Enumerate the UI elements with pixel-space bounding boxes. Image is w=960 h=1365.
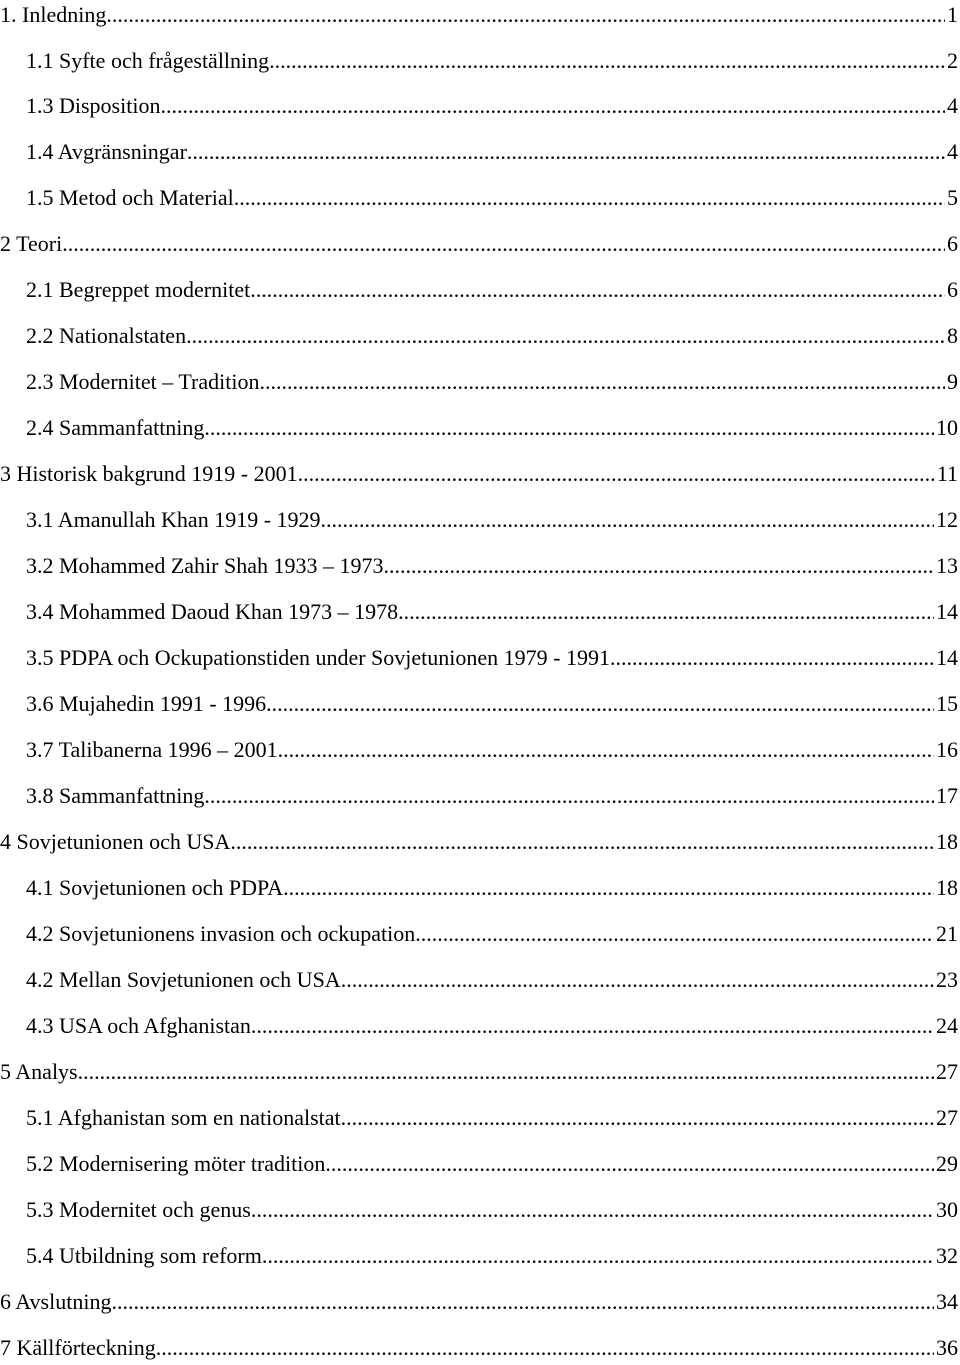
toc-entry[interactable] xyxy=(0,781,958,811)
toc-dot-leader xyxy=(204,413,934,443)
toc-entry[interactable] xyxy=(0,1241,958,1271)
toc-entry[interactable] xyxy=(0,229,958,259)
toc-dot-leader xyxy=(269,46,945,76)
toc-entry-page: 2 xyxy=(947,48,958,73)
toc-entry-page: 9 xyxy=(947,369,958,394)
toc-entry-page: 1 xyxy=(947,2,958,27)
toc-dot-leader xyxy=(259,367,945,397)
toc-entry[interactable] xyxy=(0,735,958,765)
toc-dot-leader xyxy=(266,689,934,719)
toc-entry-title: 3.2 Mohammed Zahir Shah 1933 – 1973 xyxy=(26,553,384,578)
toc-entry-title: 2.1 Begreppet modernitet xyxy=(26,277,251,302)
toc-entry[interactable] xyxy=(0,1287,958,1317)
toc-entry[interactable] xyxy=(0,1195,958,1225)
toc-dot-leader xyxy=(186,321,945,351)
toc-dot-leader xyxy=(398,597,934,627)
toc-dot-leader xyxy=(415,919,934,949)
toc-entry-title: 4.2 Mellan Sovjetunionen och USA xyxy=(26,967,341,992)
toc-entry-title: 2.4 Sammanfattning xyxy=(26,415,205,440)
toc-entry[interactable] xyxy=(0,137,958,167)
toc-entry-page: 18 xyxy=(936,829,958,854)
toc-entry-page: 18 xyxy=(936,875,958,900)
toc-entry-page: 8 xyxy=(947,323,958,348)
toc-dot-leader xyxy=(251,1195,934,1225)
toc-dot-leader xyxy=(78,1057,934,1087)
toc-entry-page: 27 xyxy=(936,1059,958,1084)
toc-entry[interactable] xyxy=(0,1011,958,1041)
toc-entry-page: 5 xyxy=(947,185,958,210)
toc-entry[interactable] xyxy=(0,1333,958,1363)
toc-entry-title: 6 Avslutning xyxy=(0,1289,112,1314)
toc-dot-leader xyxy=(106,0,945,30)
toc-entry-page: 23 xyxy=(936,967,958,992)
toc-entry-page: 27 xyxy=(936,1105,958,1130)
toc-dot-leader xyxy=(62,229,945,259)
toc-dot-leader xyxy=(111,1287,934,1317)
toc-entry-title: 5 Analys xyxy=(0,1059,78,1084)
toc-dot-leader xyxy=(250,275,945,305)
toc-dot-leader xyxy=(321,505,934,535)
toc-entry-title: 4 Sovjetunionen och USA xyxy=(0,829,231,854)
toc-entry-page: 4 xyxy=(947,139,958,164)
toc-entry[interactable] xyxy=(0,873,958,903)
toc-entry[interactable] xyxy=(0,505,958,535)
toc-entry-title: 1. Inledning xyxy=(0,2,107,27)
toc-entry-title: 2.2 Nationalstaten xyxy=(26,323,187,348)
toc-entry-page: 11 xyxy=(936,461,958,486)
toc-dot-leader xyxy=(278,735,934,765)
toc-entry[interactable] xyxy=(0,965,958,995)
toc-entry-title: 5.2 Modernisering möter tradition xyxy=(26,1151,326,1176)
toc-entry-page: 14 xyxy=(936,599,958,624)
toc-dot-leader xyxy=(298,459,935,489)
toc-entry-page: 30 xyxy=(936,1197,958,1222)
toc-entry-title: 3.5 PDPA och Ockupationstiden under Sovjetunionen 1979 - 1991 xyxy=(26,645,610,670)
toc-entry[interactable] xyxy=(0,321,958,351)
toc-entry[interactable] xyxy=(0,643,958,673)
toc-entry-page: 15 xyxy=(936,691,958,716)
toc-dot-leader xyxy=(610,643,934,673)
toc-entry[interactable] xyxy=(0,91,958,121)
toc-entry[interactable] xyxy=(0,459,958,489)
toc-entry-page: 16 xyxy=(936,737,958,762)
toc-entry-title: 1.4 Avgränsningar xyxy=(26,139,187,164)
toc-entry-title: 5.3 Modernitet och genus xyxy=(26,1197,251,1222)
toc-entry-title: 1.3 Disposition xyxy=(26,93,161,118)
toc-dot-leader xyxy=(251,1011,934,1041)
toc-entry-page: 17 xyxy=(936,783,958,808)
toc-entry-title: 3.6 Mujahedin 1991 - 1996 xyxy=(26,691,267,716)
toc-entry-page: 10 xyxy=(936,415,958,440)
toc-entry-title: 3.7 Talibanerna 1996 – 2001 xyxy=(26,737,278,762)
toc-entry-title: 2.3 Modernitet – Tradition xyxy=(26,369,260,394)
toc-entry[interactable] xyxy=(0,1057,958,1087)
toc-entry-page: 6 xyxy=(947,277,958,302)
toc-entry-page: 13 xyxy=(936,553,958,578)
toc-entry-title: 5.1 Afghanistan som en nationalstat xyxy=(26,1105,341,1130)
toc-entry-page: 29 xyxy=(936,1151,958,1176)
toc-entry-title: 3.8 Sammanfattning xyxy=(26,783,205,808)
toc-dot-leader xyxy=(187,137,945,167)
toc-entry-page: 34 xyxy=(936,1289,958,1314)
toc-dot-leader xyxy=(341,1103,934,1133)
toc-entry-title: 4.1 Sovjetunionen och PDPA xyxy=(26,875,284,900)
toc-entry-title: 2 Teori xyxy=(0,231,63,256)
toc-entry-page: 36 xyxy=(936,1335,958,1360)
toc-dot-leader xyxy=(283,873,934,903)
toc-entry-title: 4.3 USA och Afghanistan xyxy=(26,1013,251,1038)
toc-entry-title: 1.1 Syfte och frågeställning xyxy=(26,48,270,73)
toc-entry[interactable] xyxy=(0,367,958,397)
toc-entry-page: 21 xyxy=(936,921,958,946)
toc-entry-title: 5.4 Utbildning som reform xyxy=(26,1243,262,1268)
toc-entry[interactable] xyxy=(0,689,958,719)
toc-dot-leader xyxy=(262,1241,934,1271)
toc-entry[interactable] xyxy=(0,919,958,949)
toc-dot-leader xyxy=(156,1333,934,1363)
toc-entry-page: 14 xyxy=(936,645,958,670)
toc-entry-title: 7 Källförteckning xyxy=(0,1335,156,1360)
toc-entry[interactable] xyxy=(0,551,958,581)
toc-entry-page: 4 xyxy=(947,93,958,118)
toc-entry[interactable] xyxy=(0,1103,958,1133)
toc-entry[interactable] xyxy=(0,597,958,627)
toc-dot-leader xyxy=(341,965,934,995)
toc-dot-leader xyxy=(383,551,934,581)
toc-entry-page: 32 xyxy=(936,1243,958,1268)
toc-entry-title: 1.5 Metod och Material xyxy=(26,185,234,210)
toc-entry-title: 3.4 Mohammed Daoud Khan 1973 – 1978 xyxy=(26,599,399,624)
toc-entry[interactable] xyxy=(0,183,958,213)
toc-entry[interactable] xyxy=(0,0,958,30)
toc-entry-page: 12 xyxy=(936,507,958,532)
toc-entry-page: 24 xyxy=(936,1013,958,1038)
toc-entry[interactable] xyxy=(0,1149,958,1179)
toc-dot-leader xyxy=(160,91,945,121)
toc-entry-title: 3.1 Amanullah Khan 1919 - 1929 xyxy=(26,507,321,532)
toc-dot-leader xyxy=(325,1149,934,1179)
toc-entry-title: 3 Historisk bakgrund 1919 - 2001 xyxy=(0,461,298,486)
toc-entry[interactable] xyxy=(0,275,958,305)
toc-entry[interactable] xyxy=(0,46,958,76)
toc-dot-leader xyxy=(204,781,934,811)
toc-entry[interactable] xyxy=(0,827,958,857)
toc-entry-title: 4.2 Sovjetunionens invasion och ockupation xyxy=(26,921,416,946)
toc-dot-leader xyxy=(230,827,934,857)
toc-entry-page: 6 xyxy=(947,231,958,256)
toc-dot-leader xyxy=(234,183,945,213)
toc-entry[interactable] xyxy=(0,413,958,443)
